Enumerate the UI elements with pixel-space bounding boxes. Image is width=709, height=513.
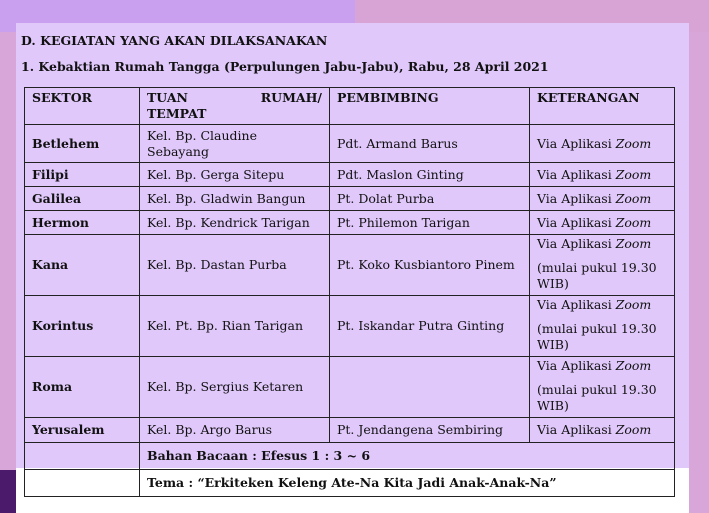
notes-cell xyxy=(530,296,675,357)
sector-cell: Betlehem xyxy=(25,125,140,163)
sector-cell: Korintus xyxy=(25,296,140,357)
header-host-part1: TUAN xyxy=(147,90,188,105)
notes-app: Zoom xyxy=(615,190,652,206)
host-cell: Kel. Bp. Claudine Sebayang xyxy=(140,125,330,163)
mentor-cell: Pt. Jendangena Sembiring xyxy=(330,418,530,443)
notes-cell xyxy=(530,211,675,235)
notes-cell xyxy=(530,163,675,187)
mentor-cell: Pt. Koko Kusbiantoro Pinem xyxy=(330,235,530,296)
notes-via: Via Aplikasi xyxy=(537,135,616,151)
table-row xyxy=(25,211,675,235)
table-header-row xyxy=(25,88,675,125)
table-row xyxy=(25,296,675,357)
notes-via: Via Aplikasi xyxy=(537,358,616,373)
mentor-cell xyxy=(330,357,530,418)
notes-app: Zoom xyxy=(615,358,652,373)
reading-row xyxy=(25,443,675,470)
table-row xyxy=(25,418,675,443)
notes-via: Via Aplikasi xyxy=(537,422,616,437)
notes-app: Zoom xyxy=(615,135,652,151)
notes-extra: (mulai pukul 19.30 WIB) xyxy=(537,260,657,291)
notes-extra: (mulai pukul 19.30 WIB) xyxy=(537,382,657,413)
host-cell: Kel. Bp. Sergius Ketaren xyxy=(140,357,330,418)
section-heading: D. KEGIATAN YANG AKAN DILAKSANAKAN xyxy=(21,33,328,48)
notes-app: Zoom xyxy=(615,166,652,182)
theme-row xyxy=(25,470,675,497)
host-cell: Kel. Pt. Bp. Rian Tarigan xyxy=(140,296,330,357)
sector-cell: Galilea xyxy=(25,187,140,211)
item-heading: 1. Kebaktian Rumah Tangga (Perpulungen Jabu-Jabu), Rabu, 28 April 2021 xyxy=(21,59,549,74)
table-row xyxy=(25,125,675,163)
mentor-cell: Pt. Iskandar Putra Ginting xyxy=(330,296,530,357)
schedule-table xyxy=(24,87,675,497)
table-row xyxy=(25,357,675,418)
notes-via: Via Aplikasi xyxy=(537,214,616,230)
notes-cell xyxy=(530,418,675,443)
notes-app: Zoom xyxy=(615,214,652,230)
mentor-cell: Pt. Philemon Tarigan xyxy=(330,211,530,235)
notes-cell xyxy=(530,125,675,163)
sector-cell: Filipi xyxy=(25,163,140,187)
notes-app: Zoom xyxy=(615,422,652,437)
header-host-part3: TEMPAT xyxy=(147,106,207,121)
host-cell: Kel. Bp. Gerga Sitepu xyxy=(140,163,330,187)
header-notes: KETERANGAN xyxy=(530,88,675,125)
notes-cell xyxy=(530,357,675,418)
header-host-part2: RUMAH/ xyxy=(260,90,322,105)
header-host xyxy=(140,88,330,125)
table-row xyxy=(25,163,675,187)
sector-cell: Yerusalem xyxy=(25,418,140,443)
notes-via: Via Aplikasi xyxy=(537,190,616,206)
mentor-cell: Pt. Dolat Purba xyxy=(330,187,530,211)
reading-text: Bahan Bacaan : Efesus 1 : 3 ~ 6 xyxy=(140,443,675,470)
notes-via: Via Aplikasi xyxy=(537,236,616,251)
host-cell: Kel. Bp. Dastan Purba xyxy=(140,235,330,296)
sector-cell: Hermon xyxy=(25,211,140,235)
notes-via: Via Aplikasi xyxy=(537,297,616,312)
notes-cell xyxy=(530,187,675,211)
table-row xyxy=(25,187,675,211)
header-mentor: PEMBIMBING xyxy=(330,88,530,125)
mentor-cell: Pdt. Armand Barus xyxy=(330,125,530,163)
mentor-cell: Pdt. Maslon Ginting xyxy=(330,163,530,187)
table-row xyxy=(25,235,675,296)
notes-app: Zoom xyxy=(615,236,652,251)
notes-via: Via Aplikasi xyxy=(537,166,616,182)
host-cell: Kel. Bp. Argo Barus xyxy=(140,418,330,443)
document-page xyxy=(16,23,689,513)
host-cell: Kel. Bp. Gladwin Bangun xyxy=(140,187,330,211)
theme-text: Tema : “Erkiteken Keleng Ate-Na Kita Jadi Anak-Anak-Na” xyxy=(140,470,675,497)
sector-cell: Roma xyxy=(25,357,140,418)
sector-cell: Kana xyxy=(25,235,140,296)
notes-app: Zoom xyxy=(615,297,652,312)
notes-cell xyxy=(530,235,675,296)
notes-extra: (mulai pukul 19.30 WIB) xyxy=(537,321,657,352)
header-sector: SEKTOR xyxy=(25,88,140,125)
host-cell: Kel. Bp. Kendrick Tarigan xyxy=(140,211,330,235)
